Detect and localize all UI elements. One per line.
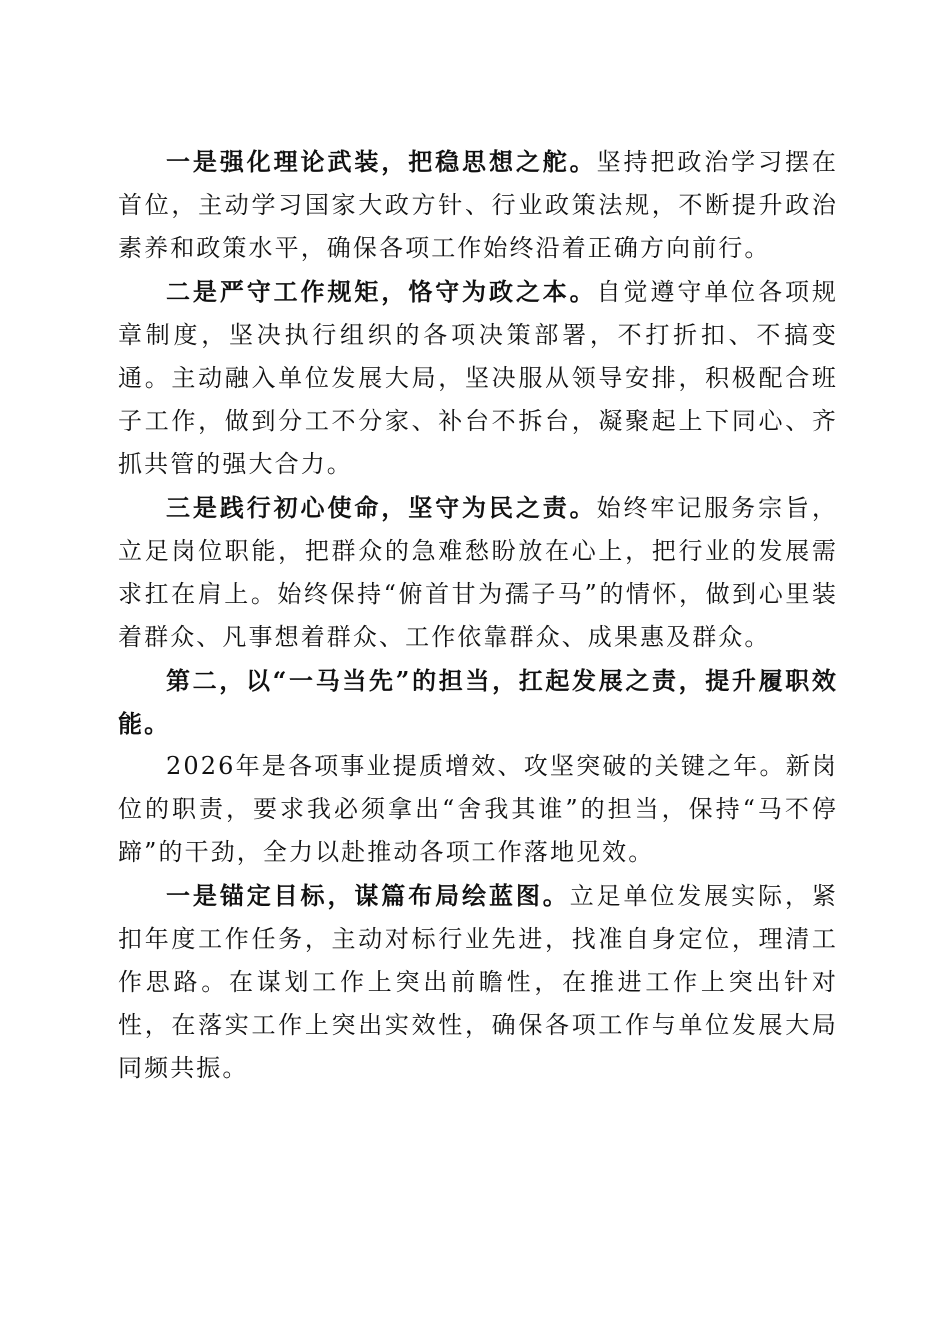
paragraph-2-body: 自觉遵守单位各项规章制度，坚决执行组织的各项决策部署，不打折扣、不搞变通。主动融入单位发展大局，坚决服从领导安排，积极配合班子工作，做到分工不分家、补台不拆台，凝聚起上下同心、齐抓共管的强大合力。 xyxy=(118,278,838,478)
paragraph-3 xyxy=(118,486,838,659)
document-page xyxy=(118,140,838,1090)
paragraph-2-lead: 二是严守工作规矩，恪守为政之本。 xyxy=(166,277,597,306)
paragraph-3-body: 始终牢记服务宗旨，立足岗位职能，把群众的急难愁盼放在心上，把行业的发展需求扛在肩上。始终保持“俯首甘为孺子马”的情怀，做到心里装着群众、凡事想着群众、工作依靠群众、成果惠及群众。 xyxy=(118,494,838,651)
paragraph-1-lead: 一是强化理论武装，把稳思想之舵。 xyxy=(166,147,597,176)
paragraph-1 xyxy=(118,140,838,270)
paragraph-3-lead: 三是践行初心使命，坚守为民之责。 xyxy=(166,493,597,522)
paragraph-6-body: 立足单位发展实际，紧扣年度工作任务，主动对标行业先进，找准自身定位，理清工作思路。在谋划工作上突出前瞻性，在推进工作上突出针对性，在落实工作上突出实效性，确保各项工作与单位发展大局同频共振。 xyxy=(118,882,838,1082)
paragraph-2 xyxy=(118,270,838,486)
paragraph-6-lead: 一是锚定目标，谋篇布局绘蓝图。 xyxy=(166,881,570,910)
section-heading: 第二，以“一马当先”的担当，扛起发展之责，提升履职效能。 xyxy=(118,666,838,738)
paragraph-6 xyxy=(118,874,838,1090)
paragraph-1-body: 坚持把政治学习摆在首位，主动学习国家大政方针、行业政策法规，不断提升政治素养和政策水平，确保各项工作始终沿着正确方向前行。 xyxy=(118,148,838,262)
paragraph-5: 2026年是各项事业提质增效、攻坚突破的关键之年。新岗位的职责，要求我必须拿出“舍我其谁”的担当，保持“马不停蹄”的干劲，全力以赴推动各项工作落地见效。 xyxy=(118,752,838,866)
